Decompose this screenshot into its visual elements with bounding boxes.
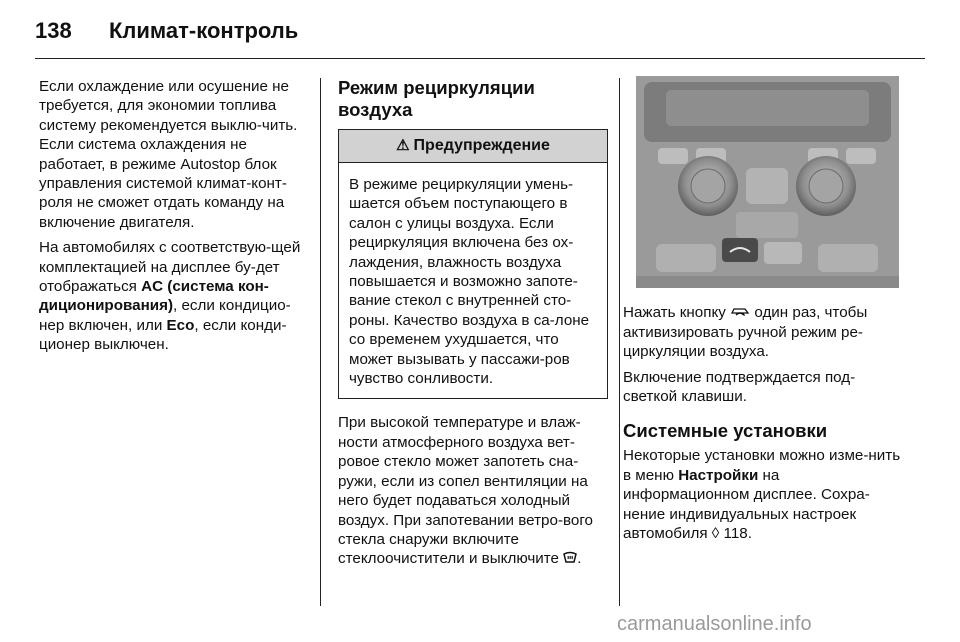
column-1 [39,77,309,361]
text: один раз, чтобы активизировать ручной режим ре-циркуляции воздуха. [623,304,868,361]
warning-header [339,130,607,163]
settings-menu-label: Настройки [678,466,759,484]
page-number: 138 [35,18,72,43]
page-title: Климат-контроль [109,18,299,43]
warning-title: Предупреждение [413,137,550,154]
paragraph-press-button [623,303,905,362]
eco-label: Eco [166,316,195,334]
page-header [35,18,298,44]
paragraph-confirm: Включение подтверждается под-светкой клавиши. [623,368,856,405]
warning-text: В режиме рециркуляции умень-шается объем поступающего в салон с улицы воздуха. Если рециркуляция включена без ох-лаждения, влажность воздуха повышается и возможно запоте-вание стекол с внутренней сто-роны. Качество воздуха в са-лоне со временем ухудшается, что может вызывать у пассажи-ров чувство сонливости. [349,176,590,388]
text: Некоторые установки можно изме-нить в меню [623,447,901,484]
paragraph-ac-off: Если охлаждение или осушение не требуется, для экономии топлива систему рекомендуется выклю-чить. Если система охлаждения не работает, в режиме Autostop блок управления системой климат-конт-роля не сможет отдать команду на включение двигателя. [39,78,298,231]
control-panel-photo [636,76,899,288]
paragraph-settings [623,446,905,543]
header-rule [35,58,925,59]
page-reference-icon: ◊ [711,524,724,542]
section-heading-settings: Системные установки [623,420,828,442]
recirculation-icon [730,303,750,322]
ac-label: AC (система кон-диционирования) [39,278,269,315]
text: , если конди-ционер выключен. [39,316,287,354]
column-divider-1 [320,78,321,606]
warning-box [338,129,608,399]
column-2 [338,77,608,575]
paragraph-display [39,238,309,354]
column-3 [623,303,905,549]
text: на информационном дисплее. Сохра-нение индивидуальных настроек автомобиля [623,466,870,542]
column-divider-2 [619,78,620,606]
watermark: carmanualsonline.info [617,613,812,635]
page-reference: 118. [723,524,752,542]
windshield-defrost-icon [563,550,577,569]
text: , если кондицио-нер включен, или [39,297,291,334]
text: Нажать кнопку [623,304,731,321]
text: На автомобилях с соответствую-щей комплектацией на дисплее бу-дет отображаться [39,239,301,296]
warning-triangle-icon: ⚠ [396,137,410,154]
paragraph-fogging: При высокой температуре и влаж-ности атмосферного воздуха вет-ровое стекло может запотеть сна-ружи, если из сопел вентиляции на него будет подаваться холодный воздух. При запотевании ветро-вого стекла снаружи включите стеклоочистители и выключите . [338,414,593,568]
section-heading-recirculation: Режим рециркуляции воздуха [338,77,535,120]
text: При высокой температуре и влаж-ности атмосферного воздуха вет-ровое стекло может запотеть сна-ружи, если из сопел вентиляции на него будет подаваться холодный воздух. При запотевании ветро-вого стекла снаружи включите стеклоочистители и выключите [338,414,593,568]
